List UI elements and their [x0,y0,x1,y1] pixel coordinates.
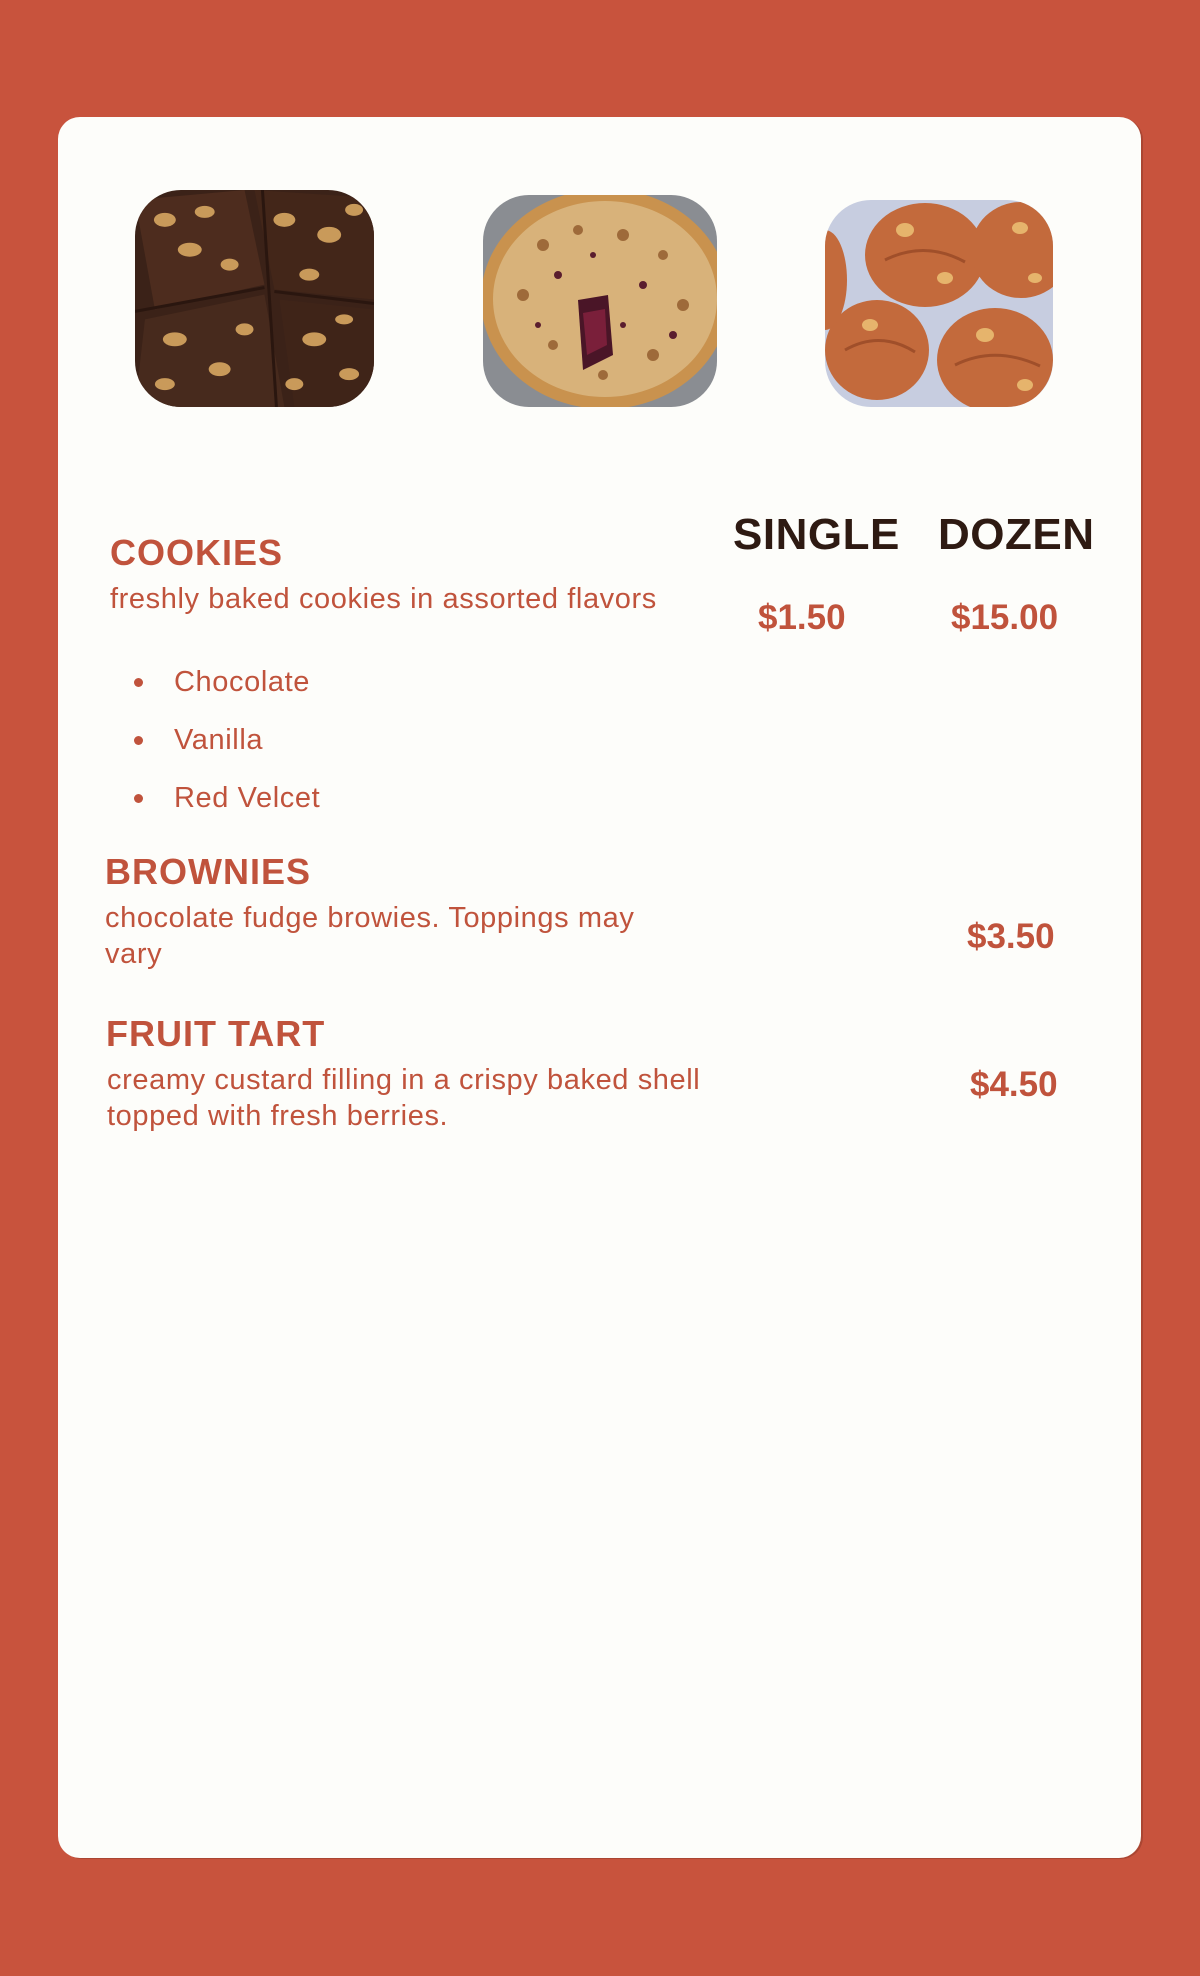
list-item [126,776,320,834]
brownies-price: $3.50 [967,917,1055,956]
fruit-tart-description: creamy custard filling in a crispy baked shell topped with fresh berries. [107,1064,701,1132]
brownies-title: BROWNIES [105,851,311,892]
cookies-title: COOKIES [110,532,284,573]
fruit-tart-title: FRUIT TART [106,1013,326,1054]
berry-tart-photo [483,195,717,407]
cookies-photo [825,200,1053,407]
cookie-flavors-list [126,660,320,834]
cookies-price-single: $1.50 [758,598,846,637]
bullet-icon [134,678,143,687]
flavor-label: Chocolate [174,666,310,698]
list-item [126,718,320,776]
column-dozen-header: DOZEN [938,510,1095,559]
brownies-description: chocolate fudge browies. Toppings may vary [105,902,635,970]
flavor-label: Vanilla [174,724,264,756]
cookies-description: freshly baked cookies in assorted flavors [110,583,657,615]
cookies-price-dozen: $15.00 [951,598,1059,637]
brownies-photo [135,190,374,407]
bullet-icon [134,736,143,745]
column-single-header: SINGLE [733,510,900,559]
fruit-tart-price: $4.50 [970,1065,1058,1104]
list-item [126,660,320,718]
flavor-label: Red Velcet [174,782,321,814]
menu-card [58,117,1141,1858]
bullet-icon [134,794,143,803]
